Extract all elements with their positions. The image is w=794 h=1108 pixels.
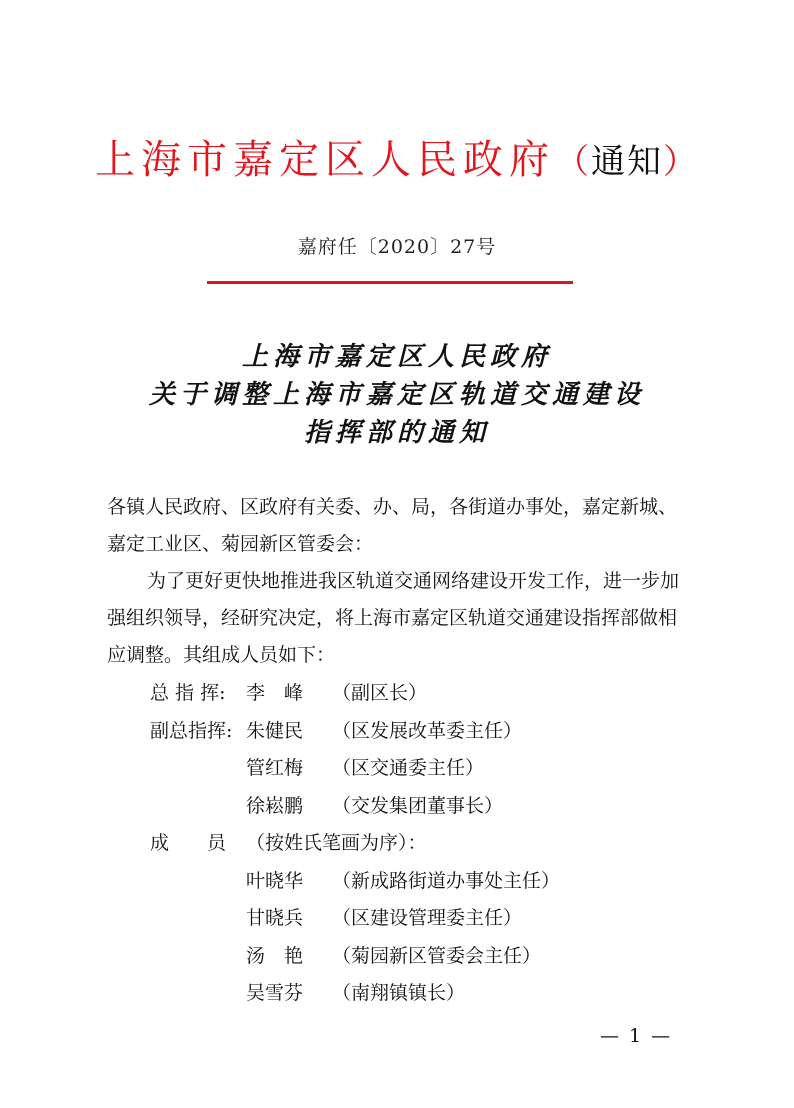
body-paragraph (107, 563, 692, 674)
person-post: （区交通委主任） (332, 757, 485, 779)
close-paren: ） (663, 142, 699, 182)
title-line-1: 上海市嘉定区人民政府 (241, 342, 552, 372)
body-paragraph-text: 为了更好更快地推进我区轨道交通网络建设开发工作，进一步加强组织领导，经研究决定，将上海市嘉定区轨道交通建设指挥部做相应调整。其组成人员如下： (107, 570, 680, 666)
person-post: （新成路街道办事处主任） (332, 869, 561, 892)
member-row (150, 900, 560, 938)
person-name: 甘晓兵 (246, 907, 304, 929)
person-name: 李 峰 (246, 682, 304, 704)
document-title (0, 338, 794, 452)
notice-tag (555, 142, 699, 182)
person-post: （副区长） (332, 682, 428, 704)
role-label: 副总指挥: (150, 719, 233, 742)
role-label: 总 指 挥: (150, 682, 226, 704)
deputy-row (150, 750, 560, 788)
open-paren: （ (555, 142, 591, 182)
document-header-title (0, 128, 794, 185)
person-post: （南翔镇镇长） (332, 982, 466, 1004)
page-number: — 1 — (600, 1025, 673, 1047)
document-number: 嘉府任〔2020〕27号 (297, 236, 497, 258)
title-line-3: 指挥部的通知 (303, 418, 490, 448)
deputy-row (150, 713, 560, 751)
member-row (150, 938, 560, 976)
person-name: 朱健民 (246, 719, 304, 742)
person-name: 徐崧鹏 (246, 794, 304, 817)
title-line-2: 关于调整上海市嘉定区轨道交通建设 (148, 380, 645, 410)
issuing-authority: 上海市嘉定区人民政府 (95, 137, 555, 183)
person-post: （菊园新区管委会主任） (332, 944, 542, 967)
person-name: 管红梅 (246, 757, 304, 779)
notice-word: 通知 (591, 142, 663, 182)
member-row (150, 863, 560, 901)
person-post: （交发集团董事长） (332, 794, 504, 817)
members-note: （按姓氏笔画为序）： (246, 832, 427, 854)
deputy-row (150, 788, 560, 826)
red-separator-line (207, 281, 573, 284)
person-name: 吴雪芬 (246, 982, 304, 1004)
person-post: （区发展改革委主任） (332, 719, 523, 742)
person-post: （区建设管理委主任） (332, 907, 523, 929)
recipients-paragraph: 各镇人民政府、区政府有关委、办、局，各街道办事处，嘉定新城、嘉定工业区、菊园新区管委会： (107, 496, 678, 555)
commander-row (150, 675, 560, 713)
members-heading-row (150, 825, 560, 863)
member-list (150, 675, 560, 1013)
member-row (150, 975, 560, 1013)
person-name: 叶晓华 (246, 869, 304, 892)
role-label: 成 员 (150, 832, 227, 854)
person-name: 汤 艳 (246, 944, 304, 967)
